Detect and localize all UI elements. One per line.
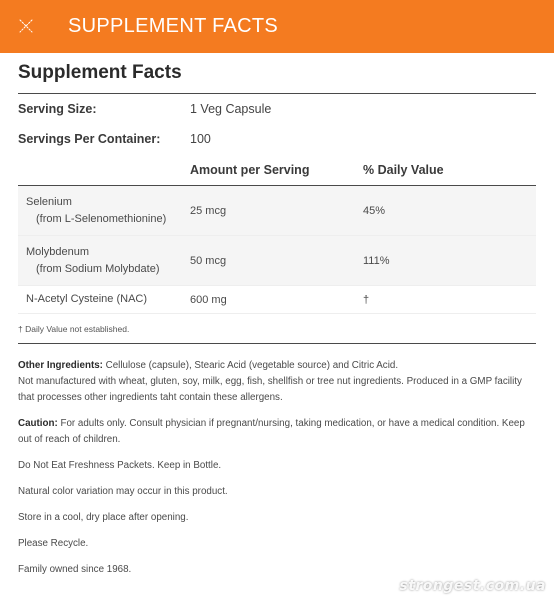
- amount-column-header: Amount per Serving: [190, 162, 310, 177]
- header-title: SUPPLEMENT FACTS: [68, 15, 279, 37]
- nutrient-name: Molybdenum: [26, 245, 89, 258]
- allergen-statement: Not manufactured with wheat, gluten, soy, milk, egg, fish, shellfish or tree nut ingredients. Produced in a GMP facility that processes other ingredients taht contain these allergens.: [18, 376, 522, 403]
- column-header: [18, 154, 536, 186]
- caution-label: Caution:: [18, 418, 58, 429]
- facts-title: Supplement Facts: [18, 62, 536, 94]
- storage-note: Store in a cool, dry place after opening.: [18, 512, 189, 523]
- table-row: [18, 236, 536, 286]
- family-note: Family owned since 1968.: [18, 564, 132, 575]
- close-x-icon[interactable]: [18, 18, 34, 34]
- other-ingredients-text: Cellulose (capsule), Stearic Acid (vegetable source) and Citric Acid.: [102, 360, 399, 371]
- serving-size-label: Serving Size:: [18, 102, 97, 116]
- serving-size-value: 1 Veg Capsule: [190, 102, 272, 116]
- caution-statement: [18, 416, 538, 448]
- servings-value: 100: [190, 132, 211, 146]
- caution-text: For adults only. Consult physician if pregnant/nursing, taking medication, or have a medical condition. Keep out of reach of children.: [18, 418, 525, 445]
- dv-column-header: % Daily Value: [363, 162, 444, 177]
- recycle-note: Please Recycle.: [18, 538, 89, 549]
- other-ingredients-label: Other Ingredients:: [18, 360, 103, 371]
- supplement-facts-panel: [18, 62, 536, 344]
- nutrient-name: Selenium: [26, 195, 72, 208]
- nutrient-amount: 25 mcg: [190, 204, 227, 217]
- other-ingredients: [18, 358, 538, 374]
- nutrient-name: N-Acetyl Cysteine (NAC): [26, 293, 148, 305]
- serving-size-row: [18, 94, 536, 124]
- nutrient-dv: †: [363, 293, 370, 306]
- table-row: [18, 186, 536, 236]
- nutrient-source: (from L-Selenomethionine): [36, 212, 167, 225]
- servings-row: [18, 124, 536, 154]
- color-note: Natural color variation may occur in this product.: [18, 486, 228, 497]
- nutrient-source: (from Sodium Molybdate): [36, 262, 160, 275]
- servings-label: Servings Per Container:: [18, 132, 161, 146]
- table-row: [18, 286, 536, 314]
- footnote: † Daily Value not established.: [18, 314, 536, 344]
- nutrient-amount: 600 mg: [190, 293, 227, 306]
- watermark: strongest.com.ua: [399, 578, 546, 594]
- header-bar: [0, 0, 554, 53]
- freshness-note: Do Not Eat Freshness Packets. Keep in Bottle.: [18, 460, 222, 471]
- nutrient-dv: 45%: [363, 204, 386, 217]
- nutrient-dv: 111%: [363, 254, 390, 267]
- product-notes: [18, 358, 538, 588]
- nutrient-amount: 50 mcg: [190, 254, 227, 267]
